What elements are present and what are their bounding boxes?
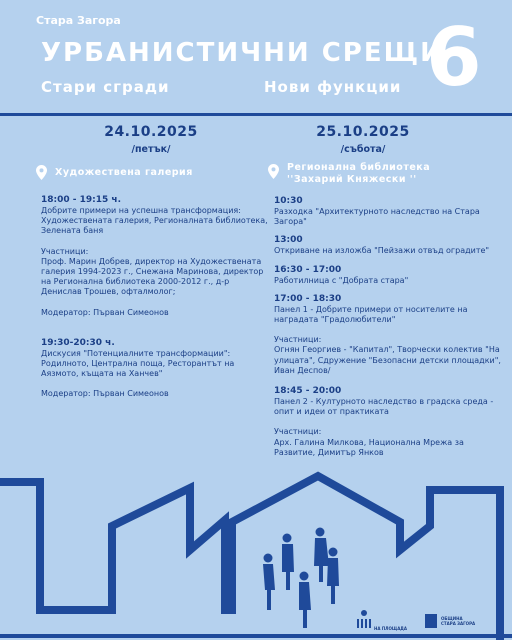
day1-moderator1: Модератор: Първан Симеонов — [41, 307, 169, 317]
day2-participants-label-a: Участници: — [274, 335, 322, 345]
city-label: Стара Загора — [36, 14, 121, 27]
day1-session1-time: 18:00 - 19:15 ч. — [41, 195, 122, 205]
day1-participants-label: Участници: — [41, 246, 89, 256]
day2-program — [274, 196, 502, 458]
event-title: УРБАНИСТИЧНИ СРЕЩИ — [41, 38, 444, 68]
day2-item3-time: 16:30 - 17:00 — [274, 264, 342, 275]
day2-item1-time: 10:30 — [274, 196, 303, 206]
day2-item2-time: 13:00 — [274, 235, 303, 246]
day2-item1-desc: Разходка "Архитектурното наследство на Стара Загора" — [274, 207, 480, 227]
footer-logo-left-text: НА ПЛОЩАДА — [374, 626, 407, 631]
day2-item4-time: 17:00 - 18:30 — [274, 293, 342, 304]
day2-date: 25.10.2025 — [316, 124, 410, 140]
day2-item5-time: 18:45 - 20:00 — [274, 386, 342, 397]
day2-item2-desc: Откриване на изложба "Пейзажи отвъд оградите" — [274, 246, 490, 256]
day1-participants: Проф. Марин Добрев, директор на Художествената галерия 1994-2023 г., Снежана Маринова, директор на Регионална библиотека 2000-2012 г., д-р Денислав Трошев, офталмолог; — [41, 256, 264, 297]
day2-weekday: /събота/ — [340, 144, 386, 155]
day2-item4-desc: Панел 1 - Добрите примери от носителите на наградата "Градолюбители" — [274, 304, 468, 325]
location-pin-icon — [268, 164, 279, 179]
day1-session1-desc: Добрите примери на успешна трансформация: Художествената галерия, Регионалната библиотека, Зелената баня — [41, 206, 268, 236]
day2-venue-line1: Регионална библиотека — [287, 162, 431, 173]
footer-logo-right — [425, 614, 437, 628]
edition-number: 6 — [426, 11, 482, 104]
day2-participants-a: Огнян Георгиев - "Капитал", Творчески колектив "На улицата", Сдружение "Безопасни детски площадки", Иван Деспов/ — [274, 345, 501, 375]
day1-column — [36, 124, 266, 155]
subtitle-right: Нови функции — [264, 78, 402, 96]
day1-date: 24.10.2025 — [104, 124, 198, 140]
day2-participants-label-b: Участници: — [274, 427, 322, 437]
day1-weekday: /петък/ — [131, 144, 171, 155]
skyline-illustration — [0, 437, 512, 640]
footer-logo-right-line2: СТАРА ЗАГОРА — [441, 621, 476, 626]
day1-venue: Художествена галерия — [55, 166, 193, 178]
header-divider — [0, 113, 512, 116]
day2-venue-row — [268, 162, 430, 186]
day2-column — [248, 124, 478, 155]
day1-program — [41, 195, 269, 400]
subtitle-left: Стари сгради — [41, 78, 170, 96]
day2-venue-line2: ''Захарий Княжески '' — [287, 174, 417, 185]
people-figures — [263, 528, 339, 629]
day1-session2-desc: Дискусия "Потенциалните трансформации": Родилното, Централна поща, Ресторантът на Аязмото, къщата на Ханчев" — [41, 348, 235, 379]
day1-moderator2: Модератор: Първан Симеонов — [41, 389, 169, 399]
footer-logo-right-line1: ОБЩИНА — [441, 616, 463, 621]
footer-logo-left — [357, 610, 371, 628]
day2-item3-desc: Работилница с "Добрата стара" — [274, 275, 409, 285]
location-pin-icon — [36, 165, 47, 180]
footer-logo-right-text — [441, 616, 475, 626]
day2-item5-desc: Панел 2 - Културното наследство в градска среда - опит и идеи от практиката — [274, 397, 494, 417]
day1-venue-row — [36, 165, 193, 180]
day2-participants-b: Арх. Галина Милкова, Национална Мрежа за Развитие, Димитър Янков — [274, 437, 464, 457]
day1-session2-time: 19:30-20:30 ч. — [41, 337, 115, 348]
